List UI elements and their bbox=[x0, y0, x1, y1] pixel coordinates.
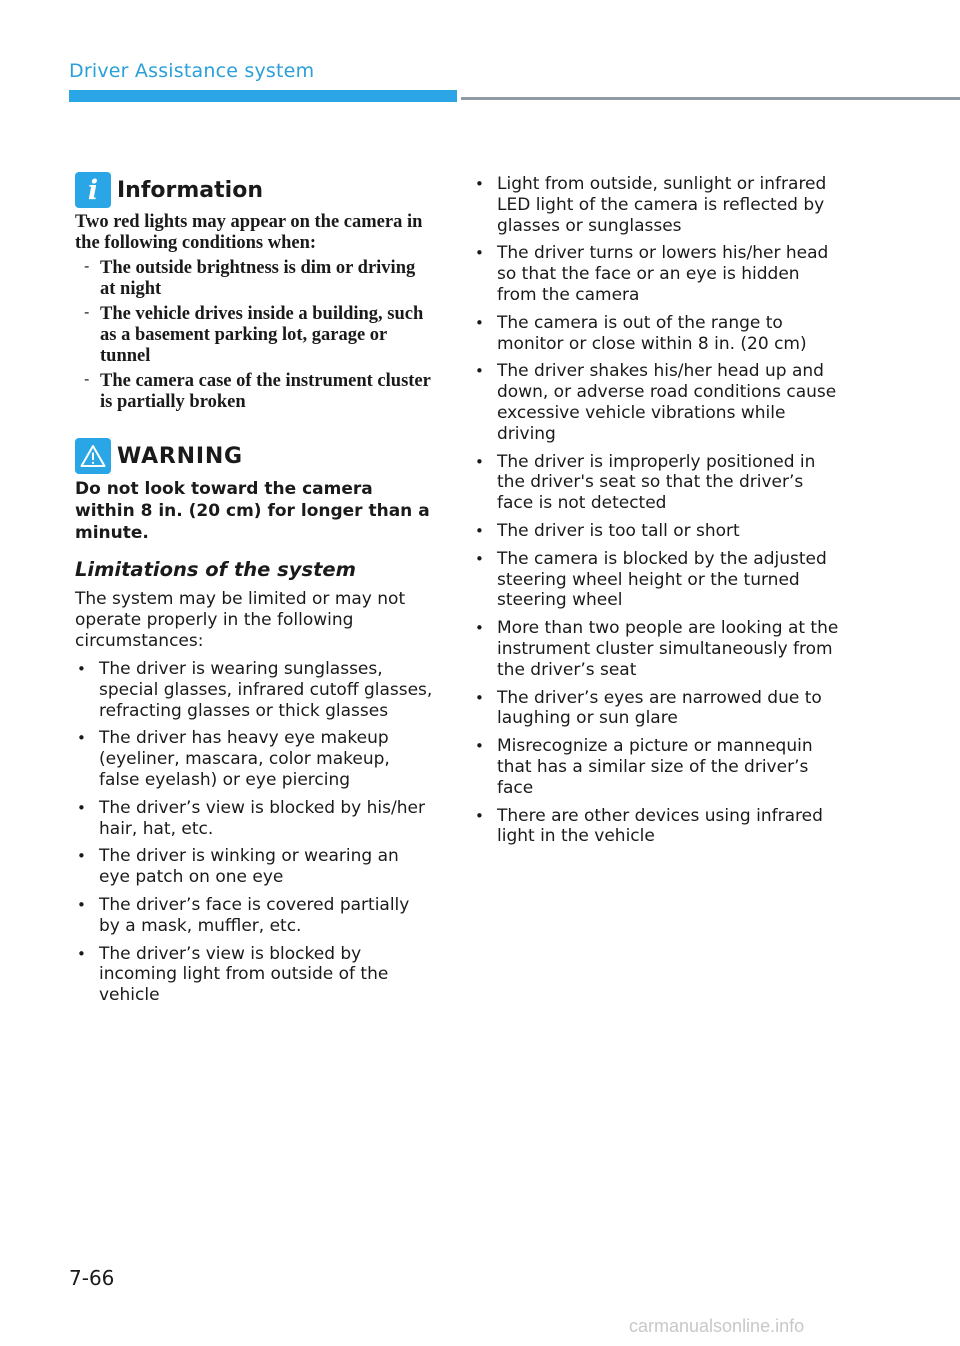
warning-text: Do not look toward the camera within 8 in. (20 cm) for longer than a minute. bbox=[75, 479, 430, 543]
section-title: Driver Assistance system bbox=[69, 60, 315, 82]
information-title: Information bbox=[117, 177, 263, 203]
list-item: • The camera is out of the range to monitor or close within 8 in. (20 cm) bbox=[475, 312, 807, 354]
list-item: • The driver is too tall or short bbox=[475, 520, 740, 541]
list-item: • More than two people are looking at the instrument cluster simultaneously from the driver’s seat bbox=[475, 618, 839, 680]
list-item: • The camera is blocked by the adjusted steering wheel height or the turned steering wheel bbox=[475, 548, 827, 611]
list-item: • The driver is winking or wearing an eye patch on one eye bbox=[77, 846, 399, 888]
information-box bbox=[75, 172, 435, 413]
list-item: • The driver’s face is covered partially by a mask, muffler, etc. bbox=[77, 894, 410, 936]
limitations-list-right bbox=[473, 174, 843, 847]
header-accent-bar bbox=[69, 90, 457, 102]
header-rule bbox=[461, 97, 960, 100]
warning-header bbox=[75, 438, 435, 474]
list-item: • The driver’s view is blocked by incoming light from outside of the vehicle bbox=[77, 943, 389, 1006]
watermark: carmanualsonline.info bbox=[629, 1316, 805, 1336]
list-item: • The driver’s eyes are narrowed due to laughing or sun glare bbox=[475, 687, 822, 729]
info-icon: i bbox=[75, 172, 111, 208]
right-column bbox=[473, 174, 843, 847]
information-header bbox=[75, 172, 435, 208]
warning-triangle-icon bbox=[75, 438, 111, 474]
list-item: • There are other devices using infrared light in the vehicle bbox=[475, 805, 823, 847]
list-item: - The outside brightness is dim or driving at night bbox=[84, 257, 416, 299]
list-item: • The driver turns or lowers his/her head so that the face or an eye is hidden from the camera bbox=[475, 243, 829, 305]
limitations-list-left bbox=[75, 659, 435, 1006]
warning-box bbox=[75, 438, 435, 544]
list-item: • Misrecognize a picture or mannequin that has a similar size of the driver’s face bbox=[475, 736, 813, 798]
list-item: • The driver’s view is blocked by his/her hair, hat, etc. bbox=[77, 797, 425, 839]
list-item: • The driver has heavy eye makeup (eyeliner, mascara, color makeup, false eyelash) or eye piercing bbox=[77, 728, 390, 790]
page-number: 7-66 bbox=[69, 1266, 115, 1290]
list-item: • Light from outside, sunlight or infrared LED light of the camera is reflected by glasses or sunglasses bbox=[475, 174, 827, 236]
list-item: • The driver shakes his/her head up and down, or adverse road conditions cause excessive vehicle vibrations while driving bbox=[475, 361, 837, 444]
list-item: • The driver is wearing sunglasses, special glasses, infrared cutoff glasses, refracting glasses or thick glasses bbox=[77, 659, 433, 721]
limitations-intro: The system may be limited or may not operate properly in the following circumstances: bbox=[75, 589, 406, 651]
warning-title: WARNING bbox=[117, 443, 243, 469]
list-item: - The vehicle drives inside a building, such as a basement parking lot, garage or tunnel bbox=[84, 303, 424, 366]
section-heading: Limitations of the system bbox=[75, 558, 356, 581]
left-column bbox=[75, 172, 435, 1006]
list-item: • The driver is improperly positioned in the driver's seat so that the driver’s face is not detected bbox=[475, 451, 816, 514]
information-list bbox=[75, 258, 435, 413]
list-item: - The camera case of the instrument cluster is partially broken bbox=[84, 370, 431, 412]
information-intro: Two red lights may appear on the camera in the following conditions when: bbox=[75, 212, 423, 253]
